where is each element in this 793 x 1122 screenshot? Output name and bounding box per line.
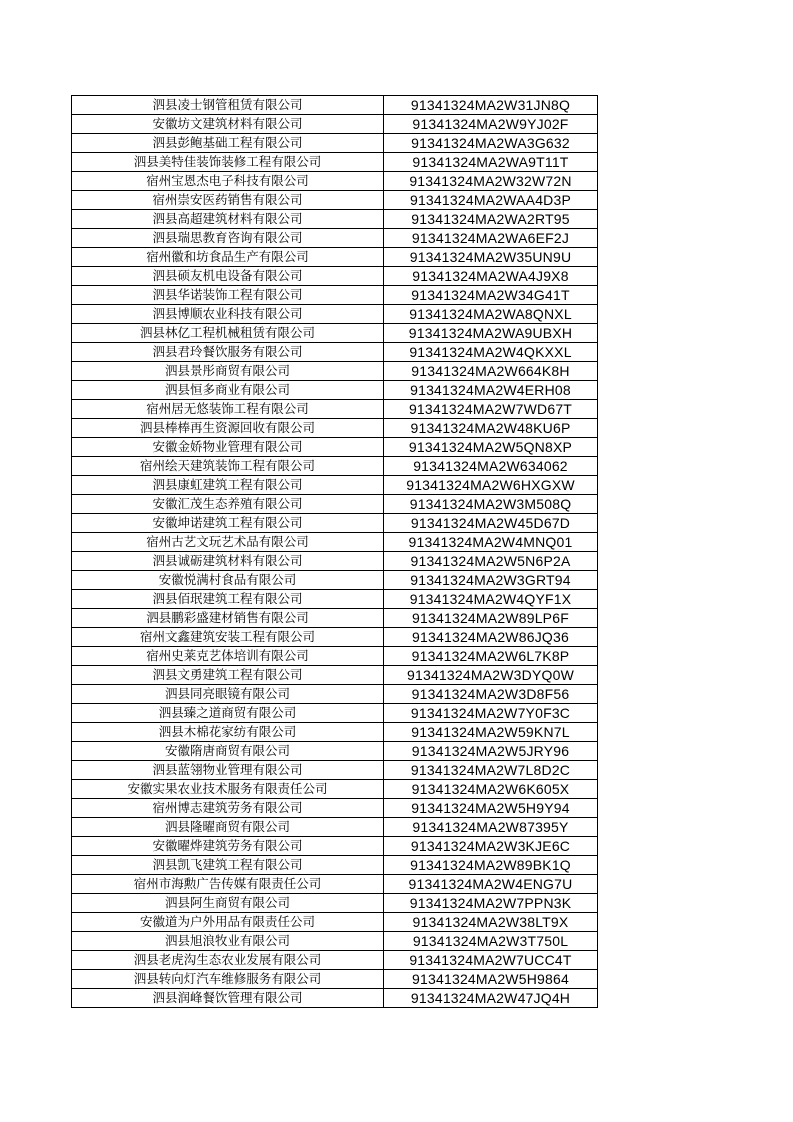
table-row: [72, 400, 598, 419]
credit-code-cell: 91341324MA2W3D8F56: [384, 685, 598, 704]
credit-code-cell: 91341324MA2W4ENG7U: [384, 875, 598, 894]
company-name-cell: 泗县隆曜商贸有限公司: [72, 818, 384, 837]
credit-code-cell: 91341324MA2W5H9Y94: [384, 799, 598, 818]
company-name-cell: 宿州市海勲广告传媒有限责任公司: [72, 875, 384, 894]
credit-code-cell: 91341324MA2WA3G632: [384, 134, 598, 153]
company-name-cell: 泗县林亿工程机械租赁有限公司: [72, 324, 384, 343]
credit-code-cell: 91341324MA2W89BK1Q: [384, 856, 598, 875]
table-row: [72, 172, 598, 191]
company-name-cell: 泗县同亮眼镜有限公司: [72, 685, 384, 704]
company-name-cell: 泗县硕友机电设备有限公司: [72, 267, 384, 286]
company-name-cell: 安徽曜烨建筑劳务有限公司: [72, 837, 384, 856]
credit-code-cell: 91341324MA2W35UN9U: [384, 248, 598, 267]
company-name-cell: 泗县康虹建筑工程有限公司: [72, 476, 384, 495]
table-row: [72, 723, 598, 742]
company-name-cell: 泗县景彤商贸有限公司: [72, 362, 384, 381]
company-name-cell: 泗县润峰餐饮管理有限公司: [72, 989, 384, 1008]
table-row: [72, 989, 598, 1008]
credit-code-cell: 91341324MA2W3KJE6C: [384, 837, 598, 856]
table-row: [72, 609, 598, 628]
credit-code-cell: 91341324MA2W5N6P2A: [384, 552, 598, 571]
table-row: [72, 381, 598, 400]
credit-code-cell: 91341324MA2W7WD67T: [384, 400, 598, 419]
credit-code-cell: 91341324MA2WAA4D3P: [384, 191, 598, 210]
table-row: [72, 495, 598, 514]
table-row: [72, 780, 598, 799]
company-name-cell: 宿州崇安医药销售有限公司: [72, 191, 384, 210]
company-name-cell: 泗县瑞思教育咨询有限公司: [72, 229, 384, 248]
company-name-cell: 泗县凯飞建筑工程有限公司: [72, 856, 384, 875]
credit-code-cell: 91341324MA2W3DYQ0W: [384, 666, 598, 685]
table-row: [72, 248, 598, 267]
company-name-cell: 安徽汇茂生态养殖有限公司: [72, 495, 384, 514]
credit-code-cell: 91341324MA2W3GRT94: [384, 571, 598, 590]
company-name-cell: 宿州绘天建筑装饰工程有限公司: [72, 457, 384, 476]
company-name-cell: 安徽隋唐商贸有限公司: [72, 742, 384, 761]
credit-code-cell: 91341324MA2W6K605X: [384, 780, 598, 799]
company-name-cell: 宿州古艺文玩艺术品有限公司: [72, 533, 384, 552]
table-row: [72, 533, 598, 552]
company-name-cell: 泗县诚砺建筑材料有限公司: [72, 552, 384, 571]
company-name-cell: 泗县蓝翎物业管理有限公司: [72, 761, 384, 780]
company-name-cell: 泗县博顺农业科技有限公司: [72, 305, 384, 324]
credit-code-cell: 91341324MA2W7Y0F3C: [384, 704, 598, 723]
credit-code-cell: 91341324MA2WA8QNXL: [384, 305, 598, 324]
table-row: [72, 324, 598, 343]
table-row: [72, 837, 598, 856]
credit-code-cell: 91341324MA2W38LT9X: [384, 913, 598, 932]
table-row: [72, 134, 598, 153]
credit-code-cell: 91341324MA2W86JQ36: [384, 628, 598, 647]
table-row: [72, 438, 598, 457]
table-row: [72, 115, 598, 134]
company-name-cell: 泗县旭浪牧业有限公司: [72, 932, 384, 951]
credit-code-cell: 91341324MA2W7L8D2C: [384, 761, 598, 780]
company-table: [71, 95, 598, 1008]
credit-code-cell: 91341324MA2W7PPN3K: [384, 894, 598, 913]
company-name-cell: 泗县阿生商贸有限公司: [72, 894, 384, 913]
table-row: [72, 818, 598, 837]
table-row: [72, 96, 598, 115]
table-row: [72, 153, 598, 172]
table-row: [72, 571, 598, 590]
table-row: [72, 343, 598, 362]
table-row: [72, 913, 598, 932]
table-row: [72, 305, 598, 324]
credit-code-cell: 91341324MA2W59KN7L: [384, 723, 598, 742]
table-row: [72, 210, 598, 229]
table-row: [72, 761, 598, 780]
credit-code-cell: 91341324MA2W6HXGXW: [384, 476, 598, 495]
credit-code-cell: 91341324MA2W4QYF1X: [384, 590, 598, 609]
company-name-cell: 安徽道为户外用品有限责任公司: [72, 913, 384, 932]
table-row: [72, 970, 598, 989]
company-name-cell: 安徽实果农业技术服务有限责任公司: [72, 780, 384, 799]
table-row: [72, 647, 598, 666]
table-row: [72, 476, 598, 495]
company-name-cell: 安徽金娇物业管理有限公司: [72, 438, 384, 457]
table-row: [72, 951, 598, 970]
credit-code-cell: 91341324MA2W48KU6P: [384, 419, 598, 438]
table-row: [72, 514, 598, 533]
company-name-cell: 安徽坊文建筑材料有限公司: [72, 115, 384, 134]
company-name-cell: 宿州徽和坊食品生产有限公司: [72, 248, 384, 267]
company-name-cell: 泗县佰珉建筑工程有限公司: [72, 590, 384, 609]
credit-code-cell: 91341324MA2W5QN8XP: [384, 438, 598, 457]
credit-code-cell: 91341324MA2W89LP6F: [384, 609, 598, 628]
table-body: [72, 96, 598, 1008]
company-name-cell: 泗县鹏彩盛建材销售有限公司: [72, 609, 384, 628]
credit-code-cell: 91341324MA2W664K8H: [384, 362, 598, 381]
company-name-cell: 泗县臻之道商贸有限公司: [72, 704, 384, 723]
credit-code-cell: 91341324MA2WA9T11T: [384, 153, 598, 172]
credit-code-cell: 91341324MA2W5JRY96: [384, 742, 598, 761]
table-row: [72, 875, 598, 894]
company-name-cell: 安徽坤诺建筑工程有限公司: [72, 514, 384, 533]
company-name-cell: 泗县恒多商业有限公司: [72, 381, 384, 400]
company-name-cell: 宿州居无悠装饰工程有限公司: [72, 400, 384, 419]
table-row: [72, 267, 598, 286]
table-row: [72, 419, 598, 438]
company-name-cell: 泗县棒棒再生资源回收有限公司: [72, 419, 384, 438]
table-row: [72, 894, 598, 913]
credit-code-cell: 91341324MA2WA9UBXH: [384, 324, 598, 343]
credit-code-cell: 91341324MA2W3M508Q: [384, 495, 598, 514]
table-row: [72, 666, 598, 685]
company-name-cell: 宿州史莱克艺体培训有限公司: [72, 647, 384, 666]
credit-code-cell: 91341324MA2WA4J9X8: [384, 267, 598, 286]
credit-code-cell: 91341324MA2W634062: [384, 457, 598, 476]
table-row: [72, 362, 598, 381]
table-row: [72, 286, 598, 305]
table-row: [72, 590, 598, 609]
credit-code-cell: 91341324MA2W4ERH08: [384, 381, 598, 400]
credit-code-cell: 91341324MA2W31JN8Q: [384, 96, 598, 115]
table-row: [72, 799, 598, 818]
company-name-cell: 泗县转向灯汽车维修服务有限公司: [72, 970, 384, 989]
credit-code-cell: 91341324MA2W9YJ02F: [384, 115, 598, 134]
table-row: [72, 742, 598, 761]
company-name-cell: 泗县高超建筑材料有限公司: [72, 210, 384, 229]
company-name-cell: 泗县华诺装饰工程有限公司: [72, 286, 384, 305]
table-row: [72, 856, 598, 875]
company-name-cell: 泗县文勇建筑工程有限公司: [72, 666, 384, 685]
company-name-cell: 泗县老虎沟生态农业发展有限公司: [72, 951, 384, 970]
credit-code-cell: 91341324MA2WA2RT95: [384, 210, 598, 229]
company-name-cell: 安徽悦满村食品有限公司: [72, 571, 384, 590]
credit-code-cell: 91341324MA2W5H9864: [384, 970, 598, 989]
table-row: [72, 552, 598, 571]
credit-code-cell: 91341324MA2W4MNQ01: [384, 533, 598, 552]
table-row: [72, 704, 598, 723]
credit-code-cell: 91341324MA2W34G41T: [384, 286, 598, 305]
credit-code-cell: 91341324MA2W7UCC4T: [384, 951, 598, 970]
credit-code-cell: 91341324MA2WA6EF2J: [384, 229, 598, 248]
company-name-cell: 宿州博志建筑劳务有限公司: [72, 799, 384, 818]
credit-code-cell: 91341324MA2W32W72N: [384, 172, 598, 191]
credit-code-cell: 91341324MA2W45D67D: [384, 514, 598, 533]
table-row: [72, 229, 598, 248]
credit-code-cell: 91341324MA2W6L7K8P: [384, 647, 598, 666]
company-name-cell: 宿州宝恩杰电子科技有限公司: [72, 172, 384, 191]
company-name-cell: 泗县美特佳装饰装修工程有限公司: [72, 153, 384, 172]
table-row: [72, 628, 598, 647]
credit-code-cell: 91341324MA2W87395Y: [384, 818, 598, 837]
credit-code-cell: 91341324MA2W3T750L: [384, 932, 598, 951]
company-name-cell: 泗县木棉花家纺有限公司: [72, 723, 384, 742]
credit-code-cell: 91341324MA2W47JQ4H: [384, 989, 598, 1008]
table-row: [72, 191, 598, 210]
company-name-cell: 泗县君玲餐饮服务有限公司: [72, 343, 384, 362]
company-name-cell: 宿州文鑫建筑安装工程有限公司: [72, 628, 384, 647]
table-row: [72, 685, 598, 704]
table-row: [72, 457, 598, 476]
company-name-cell: 泗县彭鲍基础工程有限公司: [72, 134, 384, 153]
company-name-cell: 泗县凌士钢管租赁有限公司: [72, 96, 384, 115]
credit-code-cell: 91341324MA2W4QKXXL: [384, 343, 598, 362]
table-row: [72, 932, 598, 951]
